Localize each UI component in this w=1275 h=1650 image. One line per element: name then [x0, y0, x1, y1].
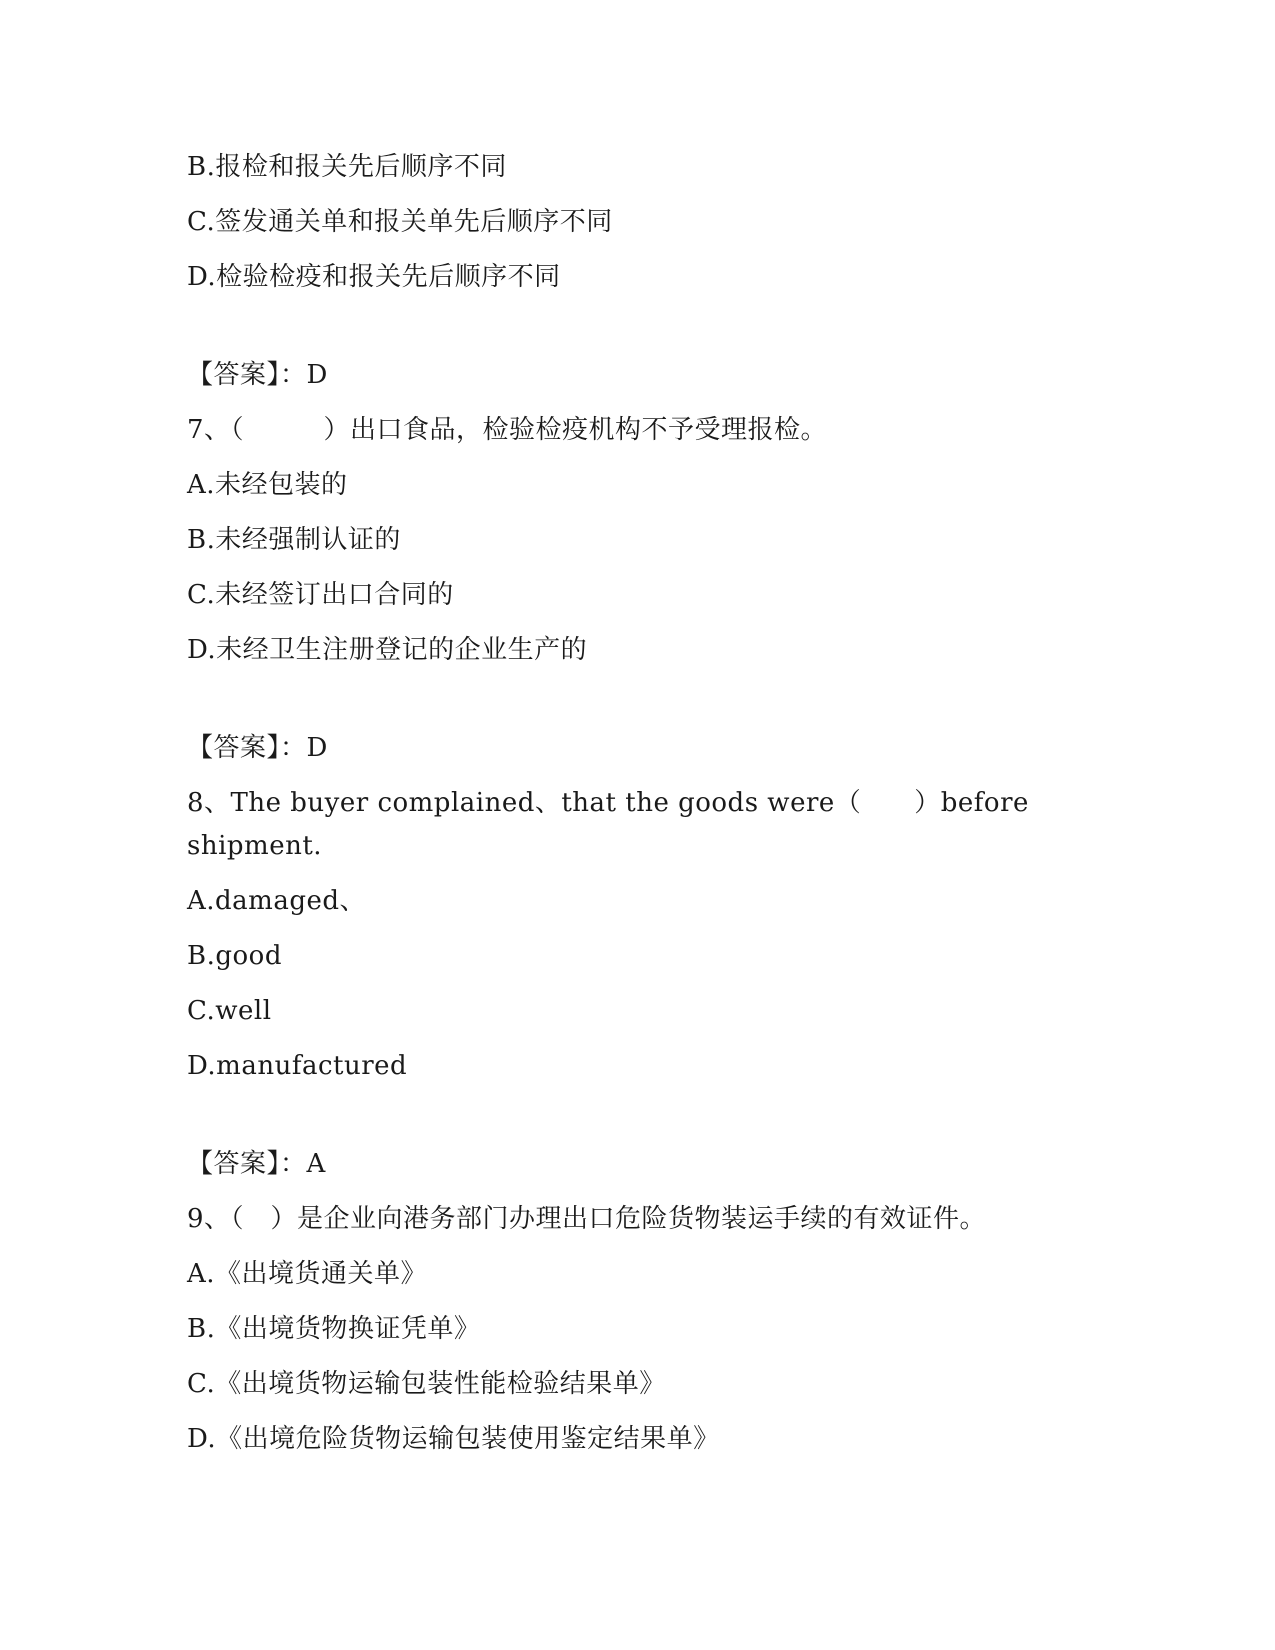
q9-option-c: C.《出境货物运输包装性能检验结果单》 [187, 1369, 666, 1399]
q6-option-c: C.签发通关单和报关单先后顺序不同 [187, 207, 613, 237]
q8-stem-line1: 8、The buyer complained、that the goods were（ ）before [187, 788, 1029, 818]
q7-option-b: B.未经强制认证的 [187, 525, 401, 555]
q8-option-b: B.good [187, 941, 282, 971]
q7-option-a: A.未经包装的 [187, 470, 348, 500]
q8-option-d: D.manufactured [187, 1051, 408, 1081]
q9-option-b: B.《出境货物换证凭单》 [187, 1314, 481, 1344]
q7-answer: 【答案】：D [187, 733, 328, 763]
q8-stem-line2: shipment. [187, 831, 323, 861]
q6-option-d: D.检验检疫和报关先后顺序不同 [187, 262, 561, 292]
q8-answer: 【答案】：A [187, 1149, 326, 1179]
q7-stem: 7、（ ）出口食品，检验检疫机构不予受理报检。 [187, 415, 828, 445]
q8-option-a: A.damaged、 [187, 886, 367, 916]
q7-option-c: C.未经签订出口合同的 [187, 580, 454, 610]
q8-option-c: C.well [187, 996, 272, 1026]
q9-option-d: D.《出境危险货物运输包装使用鉴定结果单》 [187, 1424, 720, 1454]
q6-option-b: B.报检和报关先后顺序不同 [187, 152, 507, 182]
q9-option-a: A.《出境货通关单》 [187, 1259, 428, 1289]
q9-stem: 9、（ ）是企业向港务部门办理出口危险货物装运手续的有效证件。 [187, 1204, 987, 1234]
q7-option-d: D.未经卫生注册登记的企业生产的 [187, 635, 588, 665]
q6-answer: 【答案】：D [187, 360, 328, 390]
